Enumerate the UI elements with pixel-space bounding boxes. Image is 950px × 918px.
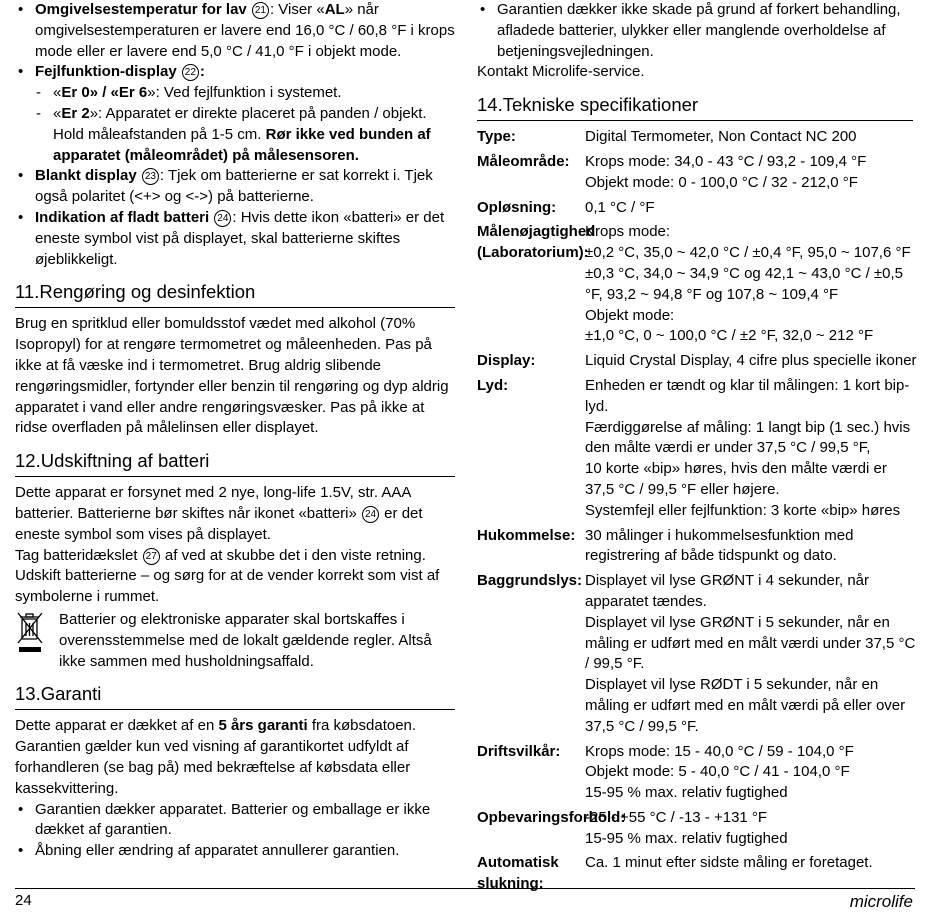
spec-label: Hukommelse: — [477, 526, 576, 544]
item-text: » når omgivelsestemperaturen er lavere end 16,0 °C / 60,8 °F i krops mode eller er lavere end 5,0 °C / 41,0 °F i objekt mode. — [35, 1, 455, 60]
spec-table — [477, 127, 917, 895]
item-label: Indikation af fladt batteri — [35, 208, 210, 226]
display-code: AL — [324, 1, 345, 18]
item-text: : Viser « — [269, 1, 325, 18]
spec-label: Måleområde: — [477, 152, 570, 170]
section-heading-specs: 14.Tekniske specifikationer — [477, 93, 913, 121]
reference-number: 27 — [143, 548, 160, 565]
spec-value-line: ±0,2 °C, 35,0 ~ 42,0 °C / ±0,4 °F, 95,0 ~ 107,6 °F — [585, 244, 911, 262]
reference-number: 23 — [142, 168, 159, 185]
disposal-notice — [15, 610, 455, 672]
paragraph-disposal: Batterier og elektroniske apparater skal bortskaffes i overensstemmelse med de lokalt gældende regler. Altså ikke sammen med husholdningsaffald. — [59, 610, 432, 670]
spec-value-line: Displayet vil lyse GRØNT i 5 sekunder, når en måling er udført med en målt værdi under 37,5 °C / 99,5 °F. — [585, 613, 916, 673]
spec-label: Type: — [477, 128, 516, 146]
spec-value — [585, 127, 917, 148]
spec-value — [585, 222, 917, 347]
spec-value-line: ±0,3 °C, 34,0 ~ 34,9 °C og 42,1 ~ 43,0 °C / ±0,5 °F, 93,2 ~ 94,8 °F og 107,8 ~ 109,4 °F — [585, 264, 903, 303]
item-text: »: Apparatet er direkte placeret på panden / objekt. Hold måleafstanden på 1-5 cm. — [53, 104, 427, 143]
spec-row — [477, 222, 917, 347]
list-item — [15, 62, 455, 83]
spec-value-line: 10 korte «bip» høres, hvis den målte værdi er 37,5 °C / 99,5 °F eller højere. — [585, 460, 887, 498]
item-text: : Tjek om batterierne er sat korrekt i. Tjek også polaritet (<+> og <->) på batterierne. — [35, 167, 433, 206]
section-heading-battery: 12.Udskiftning af batteri — [15, 449, 455, 477]
item-text: « — [53, 84, 62, 102]
spec-value-line: Krops mode: 34,0 - 43 °C / 93,2 - 109,4 °F — [585, 152, 867, 170]
spec-row — [477, 198, 917, 219]
item-text: » / « — [89, 84, 119, 102]
spec-label: Display: — [477, 352, 536, 370]
spec-value — [585, 742, 917, 804]
paragraph-battery-3: Udskift batterierne – og sørg for at de vender korrekt som vist af symbolerne i rummet. — [15, 567, 440, 606]
spec-label: Målenøjagtighed (Laboratorium): — [477, 223, 596, 262]
spec-value-line: 15-95 % max. relativ fugtighed — [585, 784, 788, 802]
sub-list-item — [15, 83, 455, 104]
item-label: Blankt display — [35, 167, 137, 185]
spec-row — [477, 376, 917, 522]
contact-line: Kontakt Microlife-service. — [477, 63, 645, 81]
spec-value — [585, 808, 917, 850]
spec-value-line: -25 - +55 °C / -13 - +131 °F — [585, 808, 768, 826]
item-text: »: Ved fejlfunktion i systemet. — [147, 84, 342, 102]
spec-value — [585, 526, 917, 568]
spec-value-line: 15-95 % max. relativ fugtighed — [585, 829, 788, 847]
spec-value — [585, 351, 917, 372]
list-item — [15, 166, 455, 208]
spec-value-line: Liquid Crystal Display, 4 cifre plus specielle ikoner — [585, 352, 917, 370]
spec-label: Baggrundslys: — [477, 572, 583, 590]
list-item: • Åbning eller ændring af apparatet annullerer garantien. — [15, 841, 455, 862]
display-code: Er 6 — [118, 84, 148, 102]
spec-row — [477, 742, 917, 804]
paragraph-text: af ved at skubbe det i den viste retning. — [160, 546, 426, 564]
spec-value-line: ±1,0 °C, 0 ~ 100,0 °C / ±2 °F, 32,0 ~ 212 °F — [585, 327, 874, 345]
section-heading-cleaning: 11.Rengøring og desinfektion — [15, 280, 455, 308]
right-column — [477, 0, 917, 895]
sub-list-item — [15, 104, 455, 166]
paragraph-battery-1 — [15, 483, 455, 545]
spec-value-line: Displayet vil lyse GRØNT i 4 sekunder, når apparatet tændes. — [585, 572, 869, 610]
spec-value-line: Systemfejl eller fejlfunktion: 3 korte «bip» høres — [585, 501, 901, 519]
brand-logo: microlife — [849, 892, 913, 911]
spec-value-line: Displayet vil lyse RØDT i 5 sekunder, når en måling er udført med en målt værdi på eller over 37,5 °C / 99,5 °F. — [585, 676, 906, 735]
reference-number: 24 — [362, 506, 379, 523]
warranty-period: 5 års garanti — [218, 717, 308, 735]
spec-row — [477, 127, 917, 148]
warning-text: Rør ikke ved bunden af apparatet (måleområdet) på målesensoren. — [53, 125, 431, 164]
spec-value-line: 0,1 °C / °F — [585, 198, 655, 216]
spec-row — [477, 526, 917, 568]
left-column — [15, 0, 455, 862]
item-text: : — [199, 63, 205, 81]
list-item — [15, 0, 455, 62]
spec-value-line: Ca. 1 minut efter sidste måling er foretaget. — [585, 854, 873, 872]
spec-row — [477, 351, 917, 372]
spec-value-line: Objekt mode: 5 - 40,0 °C / 41 - 104,0 °F — [585, 763, 850, 781]
reference-number: 22 — [182, 64, 199, 81]
spec-label: Opløsning: — [477, 198, 557, 216]
spec-label: Driftsvilkår: — [477, 742, 561, 760]
page-number: 24 — [15, 892, 32, 909]
reference-number: 24 — [214, 210, 231, 227]
spec-value — [585, 152, 917, 194]
spec-value — [585, 571, 917, 737]
item-text: « — [53, 104, 62, 122]
list-item: • Garantien dækker ikke skade på grund af forkert behandling, afladede batterier, ulykker eller manglende overholdelse af betjeningsvejledningen. — [477, 0, 917, 62]
paragraph-text: Dette apparat er forsynet med 2 nye, long-life 1.5V, str. AAA batterier. Batterierne bør skiftes når ikonet «batteri» — [15, 484, 411, 522]
paragraph-text: Tag batteridækslet — [15, 546, 142, 564]
spec-value — [585, 376, 917, 522]
display-code: Er 0 — [61, 84, 90, 102]
list-item — [15, 208, 455, 270]
paragraph-battery-2 — [15, 546, 455, 567]
footer-divider — [15, 888, 915, 889]
spec-value-line: 30 målinger i hukommelsesfunktion med registrering af både tidspunkt og dato. — [585, 526, 854, 565]
paragraph-cleaning: Brug en spritklud eller bomuldsstof vædet med alkohol (70% Isopropyl) for at rengøre termometret og måleenheden. Pas på ikke at få væske ind i termometret. Brug aldrig slibende rengøringsmidler, fortynder eller benzin til rengøring og dyp aldrig apparatet i vand eller andre rengøringsvæsker. Pas på ikke at ridse overfladen på målelinsen eller displayet. — [15, 315, 449, 437]
crossed-bin-icon — [15, 610, 59, 672]
spec-value — [585, 198, 917, 219]
reference-number: 21 — [252, 2, 269, 19]
spec-row — [477, 808, 917, 850]
section-heading-warranty: 13.Garanti — [15, 682, 455, 710]
paragraph-warranty — [15, 716, 455, 799]
spec-value-line: Færdiggørelse af måling: 1 langt bip (1 sec.) hvis den målte værdi er under 37,5 °C / 99,5 °F, — [585, 418, 911, 457]
spec-value-line: Digital Termometer, Non Contact NC 200 — [585, 128, 857, 146]
spec-value-line: Krops mode: 15 - 40,0 °C / 59 - 104,0 °F — [585, 742, 854, 760]
spec-label: Automatisk slukning: — [477, 854, 559, 893]
item-label: Fejlfunktion-display — [35, 63, 177, 81]
spec-row — [477, 152, 917, 194]
spec-value-line: Krops mode: — [585, 223, 671, 241]
spec-label: Lyd: — [477, 376, 509, 394]
spec-label: Opbevaringsforhold: — [477, 808, 626, 826]
paragraph-text: er det eneste symbol som vises på displayet. — [15, 504, 423, 543]
item-text: : Hvis dette ikon «batteri» er det eneste symbol vist på displayet, skal batterierne skiftes øjeblikkeligt. — [35, 208, 445, 268]
paragraph-text: Dette apparat er dækket af en — [15, 717, 219, 735]
item-label: Omgivelsestemperatur for lav — [35, 1, 247, 18]
spec-row — [477, 571, 917, 737]
display-code: Er 2 — [61, 104, 90, 122]
spec-value-line: Objekt mode: — [585, 306, 675, 324]
spec-value-line: Objekt mode: 0 - 100,0 °C / 32 - 212,0 °F — [585, 173, 858, 191]
list-item: • Garantien dækker apparatet. Batterier og emballage er ikke dækket af garantien. — [15, 800, 455, 842]
paragraph-text: fra købsdatoen. Garantien gælder kun ved visning af garantikortet udfyldt af forhandleren (se bag på) med bekræftelse af købsdata eller kassekvittering. — [15, 717, 417, 797]
spec-value-line: Enheden er tændt og klar til målingen: 1 kort bip-lyd. — [585, 376, 910, 415]
